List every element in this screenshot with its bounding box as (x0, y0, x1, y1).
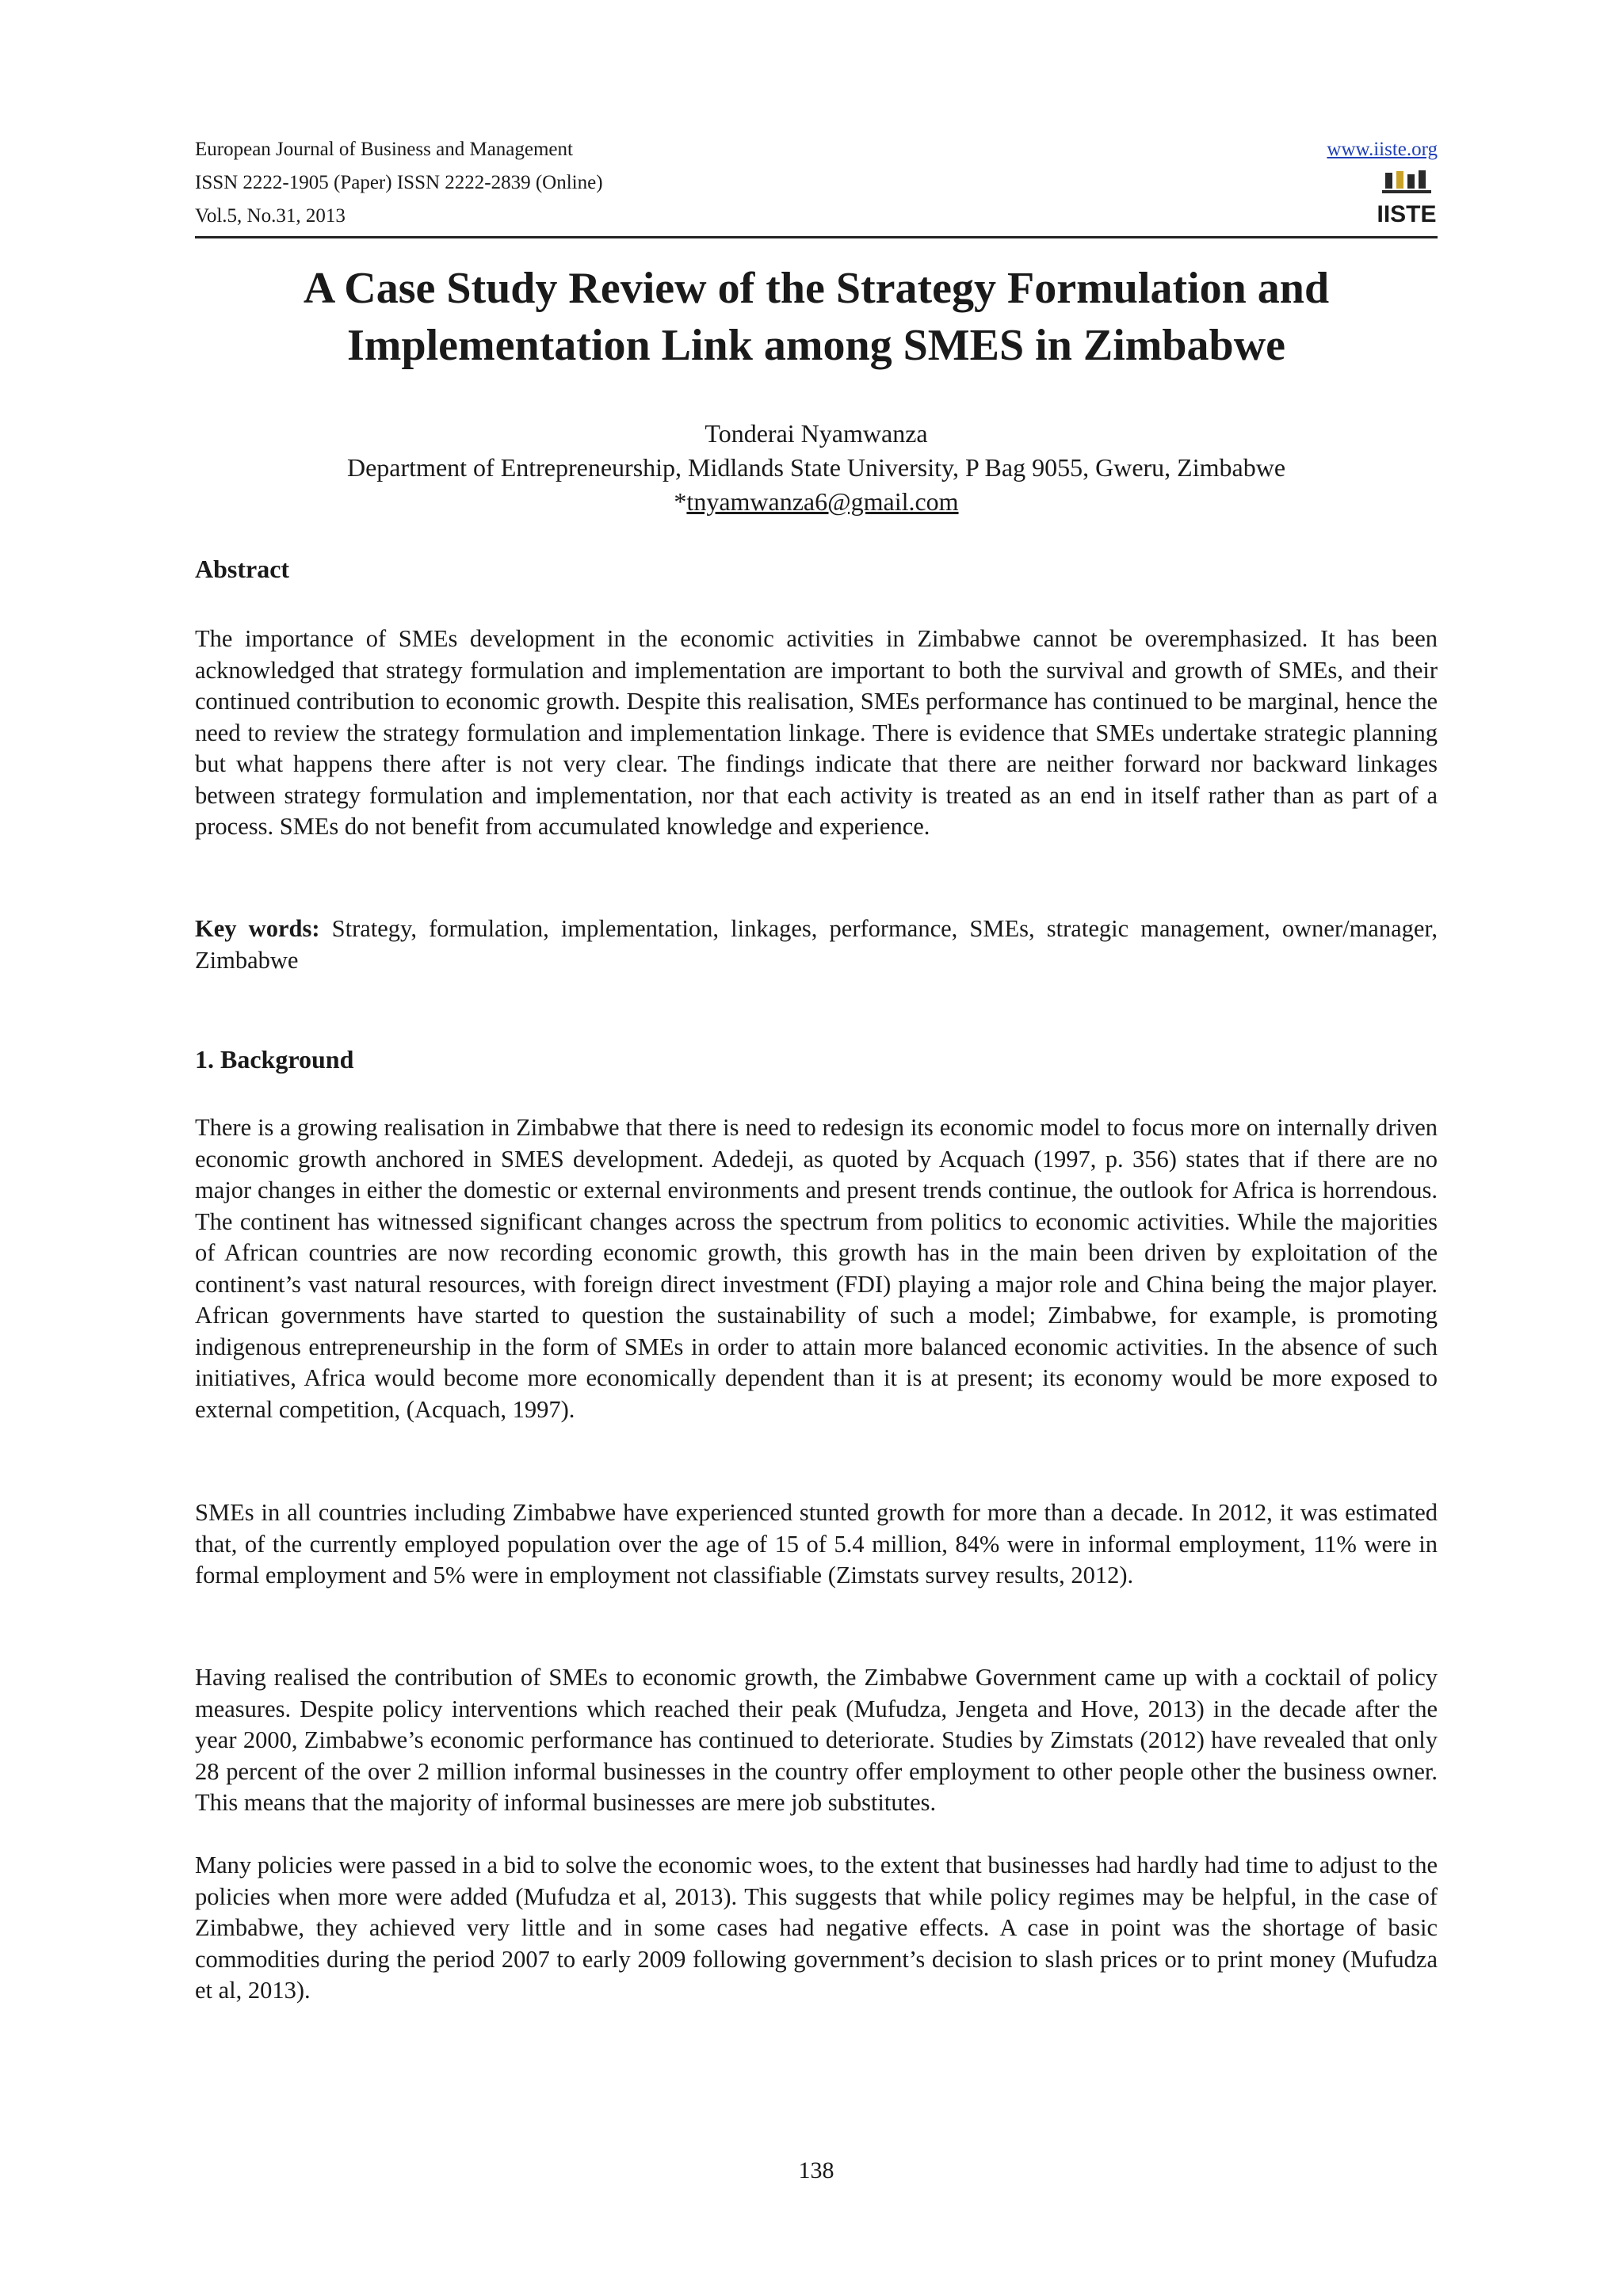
website-link[interactable]: www.iiste.org (1327, 139, 1438, 160)
section-heading-background: 1. Background (195, 1045, 354, 1074)
paper-title: A Case Study Review of the Strategy Formulation and Implementation Link among SMES in Zimbabwe (303, 264, 1330, 370)
header-rule (195, 236, 1438, 238)
background-paragraph-4: Many policies were passed in a bid to solve the economic woes, to the extent that businesses had hardly had time to adjust to the policies when more were added (Mufudza et al, 2013). This suggests that while policy regimes may be helpful, in the case of Zimbabwe, they achieved very little and in some cases had negative effects. A case in point was the shortage of basic commodities during the period 2007 to early 2009 following government’s decision to slash prices or to print money (Mufudza et al, 2013). (195, 1852, 1438, 2004)
iiste-logo-icon (1377, 170, 1437, 227)
author-email-line (195, 485, 1438, 519)
issn-line: ISSN 2222-1905 (Paper) ISSN 2222-2839 (Online) (195, 172, 603, 193)
background-paragraph-2: SMEs in all countries including Zimbabwe have experienced stunted growth for more than a decade. In 2012, it was estimated that, of the currently employed population over the age of 15 of 5.4 million, 84% were in informal employment, 11% were in formal employment and 5% were in employment not classifiable (Zimstats survey results, 2012). (195, 1499, 1438, 1589)
author-name: Tonderai Nyamwanza (705, 419, 928, 448)
abstract-heading: Abstract (195, 555, 290, 583)
keywords-label: Key words: (195, 915, 320, 942)
abstract-text: The importance of SMEs development in the economic activities in Zimbabwe cannot be overemphasized. It has been acknowledged that strategy formulation and implementation are important to both the survival and growth of SMEs, and their continued contribution to economic growth. Despite this realisation, SMEs performance has continued to be marginal, hence the need to review the strategy formulation and implementation linkage. There is evidence that SMEs undertake strategic planning but what happens there after is not very clear. The findings indicate that there are neither forward nor backward linkages between strategy formulation and implementation, nor that each activity is treated as an end in itself rather than as part of a process. SMEs do not benefit from accumulated knowledge and experience. (195, 625, 1438, 840)
journal-name: European Journal of Business and Management (195, 139, 573, 160)
background-paragraph-1: There is a growing realisation in Zimbabwe that there is need to redesign its economic model to focus more on internally driven economic growth anchored in SMES development. Adedeji, as quoted by Acquach (1997, p. 356) states that if there are no major changes in either the domestic or external environments and present trends continue, the outlook for Africa is horrendous. The continent has witnessed significant changes across the spectrum from politics to economic activities. While the majorities of African countries are now recording economic growth, this growth has in the main been driven by exploitation of the continent’s vast natural resources, with foreign direct investment (FDI) playing a major role and China being the major player. African governments have started to question the sustainability of such a model; Zimbabwe, for example, is promoting indigenous entrepreneurship in the form of SMEs in order to attain more balanced economic activities. In the absence of such initiatives, Africa would become more economically dependent than it is at present; its economy would be more exposed to external competition, (Acquach, 1997). (195, 1114, 1438, 1423)
logo-text: IISTE (1377, 201, 1437, 227)
volume-line: Vol.5, No.31, 2013 (195, 205, 346, 227)
author-email-link[interactable]: tnyamwanza6@gmail.com (686, 487, 959, 516)
author-affiliation: Department of Entrepreneurship, Midlands State University, P Bag 9055, Gweru, Zimbabwe (346, 453, 1286, 482)
author-block (195, 417, 1438, 519)
keywords-paragraph (195, 913, 1438, 976)
background-paragraph-3: Having realised the contribution of SMEs to economic growth, the Zimbabwe Government came up with a cocktail of policy measures. Despite policy interventions which reached their peak (Mufudza, Jengeta and Hove, 2013) in the decade after the year 2000, Zimbabwe’s economic performance has continued to deteriorate. Studies by Zimstats (2012) have revealed that only 28 percent of the over 2 million informal businesses in the country offer employment to other people other the business owner. This means that the majority of informal businesses are mere job substitutes. (195, 1664, 1438, 1816)
page-number: 138 (798, 2157, 834, 2183)
keywords-text: Strategy, formulation, implementation, linkages, performance, SMEs, strategic management, owner/manager, Zimbabwe (195, 915, 1438, 974)
page-header (195, 135, 1438, 238)
email-prefix: * (674, 487, 687, 516)
